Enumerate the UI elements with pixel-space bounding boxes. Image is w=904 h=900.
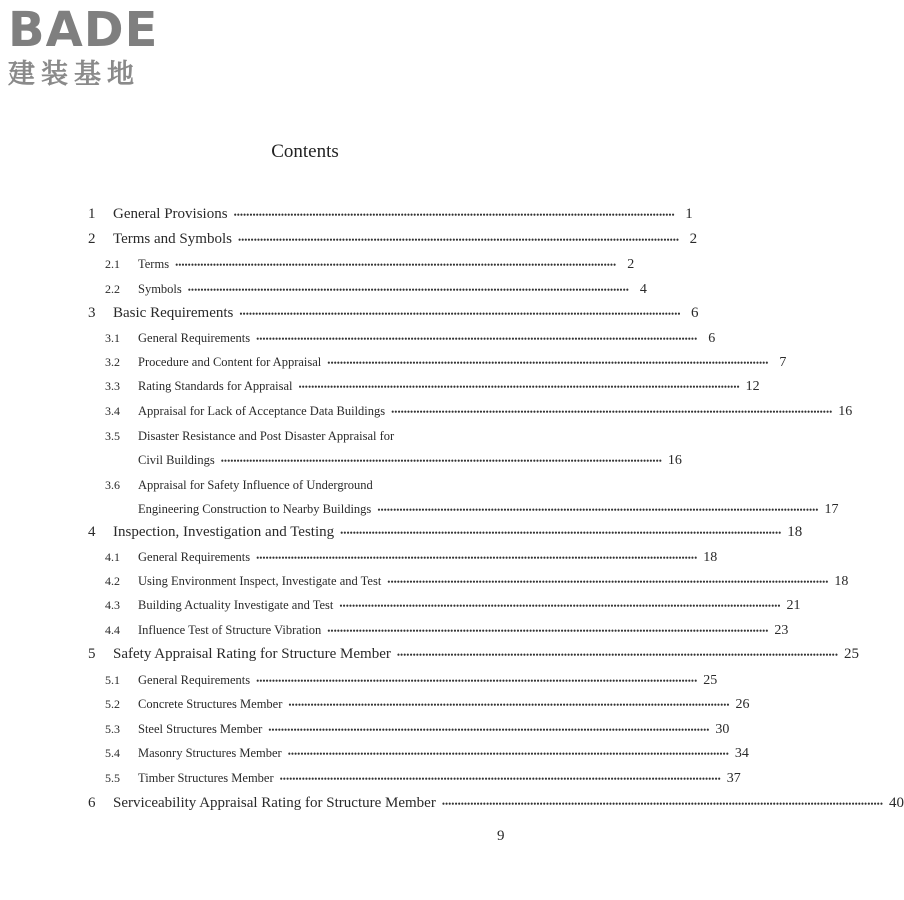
toc-page: 26 bbox=[735, 697, 750, 712]
toc-number: 3.2 bbox=[105, 355, 120, 369]
leader-dots: •••••••••••••••••••••••••••••••••••••••••••••••••••••••••••••••••••••••••••••••••••••••••••••••••••••••••••••••••••••••••••••••••••••••••••• bbox=[288, 700, 730, 710]
toc-title: Appraisal for Lack of Acceptance Data Buildings bbox=[138, 404, 386, 418]
leader-dots: •••••••••••••••••••••••••••••••••••••••••••••••••••••••••••••••••••••••••••••••••••••••••••••••••••••••••••••••••••••••••••••••••••••••••••• bbox=[327, 358, 769, 368]
toc-number: 2.1 bbox=[105, 257, 120, 271]
toc-number: 3.1 bbox=[105, 331, 120, 345]
leader-dots: •••••••••••••••••••••••••••••••••••••••••••••••••••••••••••••••••••••••••••••••••••••••••••••••••••••••••••••••••••••••••••••••••••••••••••• bbox=[377, 505, 819, 515]
page-number: 9 bbox=[497, 828, 505, 844]
toc-number: 4.4 bbox=[105, 623, 120, 637]
toc-title: Procedure and Content for Appraisal bbox=[138, 355, 322, 369]
toc-number: 5.4 bbox=[105, 746, 120, 760]
toc-title: Safety Appraisal Rating for Structure Member bbox=[113, 646, 391, 662]
toc-section-4-1[interactable] bbox=[88, 550, 718, 566]
toc-page: 34 bbox=[734, 746, 749, 761]
leader-dots: •••••••••••••••••••••••••••••••••••••••••••••••••••••••••••••••••••••••••••••••••••••••••••••••••••••••••••••••••••••••••••••••••••••••••••• bbox=[256, 553, 698, 563]
toc-title: Inspection, Investigation and Testing bbox=[113, 524, 335, 540]
toc-page: 2 bbox=[689, 231, 698, 247]
toc-section-3-6-cont[interactable] bbox=[88, 502, 839, 518]
toc-title: General Requirements bbox=[138, 673, 251, 687]
toc-number: 6 bbox=[88, 795, 96, 811]
toc-page: 6 bbox=[708, 331, 716, 346]
toc-number: 5.3 bbox=[105, 722, 120, 736]
toc-number: 3.6 bbox=[105, 478, 120, 492]
toc-section-3-1[interactable] bbox=[88, 331, 716, 347]
leader-dots: •••••••••••••••••••••••••••••••••••••••••••••••••••••••••••••••••••••••••••••••••••••••••••••••••••••••••••••••••••••••••••••••••••••••••••• bbox=[237, 234, 680, 245]
toc-section-5-2[interactable] bbox=[88, 697, 750, 713]
toc-section-3-3[interactable] bbox=[88, 379, 760, 395]
toc-page: 4 bbox=[639, 282, 647, 297]
toc-number: 5.5 bbox=[105, 771, 120, 785]
toc-number: 3.3 bbox=[105, 379, 120, 393]
logo-subtitle: 建装基地 bbox=[8, 59, 140, 90]
logo-word: BADE bbox=[8, 2, 159, 58]
toc-title: Basic Requirements bbox=[113, 305, 234, 321]
toc-page: 25 bbox=[703, 673, 718, 688]
toc-chapter-5[interactable] bbox=[88, 646, 859, 663]
toc-title: Engineering Construction to Nearby Buildings bbox=[138, 502, 372, 516]
leader-dots: •••••••••••••••••••••••••••••••••••••••••••••••••••••••••••••••••••••••••••••••••••••••••••••••••••••••••••••••••••••••••••••••••••••••••••• bbox=[220, 456, 662, 466]
toc-section-2-1[interactable] bbox=[88, 257, 635, 273]
toc-title: Serviceability Appraisal Rating for Structure Member bbox=[113, 795, 436, 811]
toc-page: 6 bbox=[691, 305, 699, 321]
toc-number: 5.2 bbox=[105, 697, 120, 711]
toc-page: 18 bbox=[703, 550, 718, 565]
toc-title: Influence Test of Structure Vibration bbox=[138, 623, 322, 637]
toc-title: Steel Structures Member bbox=[138, 722, 263, 736]
toc-page: 23 bbox=[774, 623, 789, 638]
toc-number: 4.1 bbox=[105, 550, 120, 564]
toc-number: 4.2 bbox=[105, 574, 120, 588]
toc-page: 12 bbox=[745, 379, 760, 394]
toc-title: General Provisions bbox=[113, 206, 228, 222]
toc-title: Timber Structures Member bbox=[138, 771, 274, 785]
toc-number: 3.4 bbox=[105, 404, 120, 418]
toc-page: 17 bbox=[824, 502, 839, 517]
toc-section-4-4[interactable] bbox=[88, 623, 789, 639]
leader-dots: •••••••••••••••••••••••••••••••••••••••••••••••••••••••••••••••••••••••••••••••••••••••••••••••••••••••••••••••••••••••••••••••••••••••••••• bbox=[387, 577, 829, 587]
toc-section-3-5-cont[interactable] bbox=[88, 453, 682, 469]
leader-dots: •••••••••••••••••••••••••••••••••••••••••••••••••••••••••••••••••••••••••••••••••••••••••••••••••••••••••••••••••••••••••••••••••••••••••••• bbox=[175, 260, 617, 270]
toc-section-2-2[interactable] bbox=[88, 282, 647, 298]
toc-number: 4.3 bbox=[105, 598, 120, 612]
leader-dots: •••••••••••••••••••••••••••••••••••••••••••••••••••••••••••••••••••••••••••••••••••••••••••••••••••••••••••••••••••••••••••••••••••••••••••• bbox=[391, 407, 833, 417]
leader-dots: •••••••••••••••••••••••••••••••••••••••••••••••••••••••••••••••••••••••••••••••••••••••••••••••••••••••••••••••••••••••••••••••••••••••••••• bbox=[256, 676, 698, 686]
toc-number: 2.2 bbox=[105, 282, 120, 296]
toc-chapter-2[interactable] bbox=[88, 231, 698, 248]
toc-page: 16 bbox=[667, 453, 682, 468]
toc-page: 18 bbox=[834, 574, 849, 589]
toc-title: Terms and Symbols bbox=[113, 231, 232, 247]
toc-title: Symbols bbox=[138, 282, 182, 296]
toc-number: 5 bbox=[88, 646, 96, 662]
toc-number: 1 bbox=[88, 206, 96, 222]
leader-dots: •••••••••••••••••••••••••••••••••••••••••••••••••••••••••••••••••••••••••••••••••••••••••••••••••••••••••••••••••••••••••••••••••••••••••••• bbox=[340, 527, 782, 538]
leader-dots: •••••••••••••••••••••••••••••••••••••••••••••••••••••••••••••••••••••••••••••••••••••••••••••••••••••••••••••••••••••••••••••••••••••••••••• bbox=[441, 798, 883, 809]
toc-page: 21 bbox=[786, 598, 801, 613]
toc-section-4-2[interactable] bbox=[88, 574, 849, 590]
toc-section-3-4[interactable] bbox=[88, 404, 853, 420]
leader-dots: •••••••••••••••••••••••••••••••••••••••••••••••••••••••••••••••••••••••••••••••••••••••••••••••••••••••••••••••••••••••••••••••••••••••••••• bbox=[396, 649, 838, 660]
toc-page: 7 bbox=[779, 355, 787, 370]
toc-number: 2 bbox=[88, 231, 96, 247]
leader-dots: •••••••••••••••••••••••••••••••••••••••••••••••••••••••••••••••••••••••••••••••••••••••••••••••••••••••••••••••••••••••••••••••••••••••••••• bbox=[256, 334, 698, 344]
leader-dots: •••••••••••••••••••••••••••••••••••••••••••••••••••••••••••••••••••••••••••••••••••••••••••••••••••••••••••••••••••••••••••••••••••••••••••• bbox=[298, 382, 740, 392]
toc-page: 40 bbox=[888, 795, 904, 811]
toc-title: Using Environment Inspect, Investigate and Test bbox=[138, 574, 382, 588]
toc-chapter-6[interactable] bbox=[88, 795, 904, 812]
toc-page: 1 bbox=[685, 206, 693, 222]
toc-title: Masonry Structures Member bbox=[138, 746, 282, 760]
toc-section-3-6[interactable] bbox=[88, 478, 522, 493]
toc-title: Disaster Resistance and Post Disaster Appraisal for bbox=[138, 429, 395, 443]
leader-dots: •••••••••••••••••••••••••••••••••••••••••••••••••••••••••••••••••••••••••••••••••••••••••••••••••••••••••••••••••••••••••••••••••••••••••••• bbox=[187, 285, 629, 295]
toc-title: General Requirements bbox=[138, 331, 251, 345]
toc-title: Appraisal for Safety Influence of Underground bbox=[138, 478, 373, 492]
toc-title: Civil Buildings bbox=[138, 453, 215, 467]
toc-title: Building Actuality Investigate and Test bbox=[138, 598, 334, 612]
toc-section-3-5[interactable] bbox=[88, 429, 522, 444]
leader-dots: •••••••••••••••••••••••••••••••••••••••••••••••••••••••••••••••••••••••••••••••••••••••••••••••••••••••••••••••••••••••••••••••••••••••••••• bbox=[279, 774, 721, 784]
toc-title: Rating Standards for Appraisal bbox=[138, 379, 293, 393]
toc-title: General Requirements bbox=[138, 550, 251, 564]
toc-section-4-3[interactable] bbox=[88, 598, 801, 614]
toc-chapter-4[interactable] bbox=[88, 524, 803, 541]
toc-section-5-3[interactable] bbox=[88, 722, 730, 738]
toc-page: 30 bbox=[715, 722, 730, 737]
toc-page: 2 bbox=[627, 257, 635, 272]
toc-page: 18 bbox=[787, 524, 803, 540]
leader-dots: •••••••••••••••••••••••••••••••••••••••••••••••••••••••••••••••••••••••••••••••••••••••••••••••••••••••••••••••••••••••••••••••••••••••••••• bbox=[268, 725, 710, 735]
toc-title: Terms bbox=[138, 257, 170, 271]
leader-dots: •••••••••••••••••••••••••••••••••••••••••••••••••••••••••••••••••••••••••••••••••••••••••••••••••••••••••••••••••••••••••••••••••••••••••••• bbox=[327, 626, 769, 636]
toc-section-3-2[interactable] bbox=[88, 355, 787, 371]
toc-section-5-1[interactable] bbox=[88, 673, 718, 689]
toc-title: Concrete Structures Member bbox=[138, 697, 283, 711]
leader-dots: •••••••••••••••••••••••••••••••••••••••••••••••••••••••••••••••••••••••••••••••••••••••••••••••••••••••••••••••••••••••••••••••••••••••••••• bbox=[339, 601, 781, 611]
leader-dots: •••••••••••••••••••••••••••••••••••••••••••••••••••••••••••••••••••••••••••••••••••••••••••••••••••••••••••••••••••••••••••••••••••••••••••• bbox=[233, 209, 675, 220]
toc-page: 25 bbox=[843, 646, 859, 662]
page-title: Contents bbox=[271, 141, 339, 162]
toc-section-5-4[interactable] bbox=[88, 746, 749, 762]
toc-number: 3.5 bbox=[105, 429, 120, 443]
toc-number: 4 bbox=[88, 524, 96, 540]
toc-number: 5.1 bbox=[105, 673, 120, 687]
toc-number: 3 bbox=[88, 305, 96, 321]
toc-chapter-1[interactable] bbox=[88, 206, 693, 223]
toc-page: 16 bbox=[838, 404, 853, 419]
leader-dots: •••••••••••••••••••••••••••••••••••••••••••••••••••••••••••••••••••••••••••••••••••••••••••••••••••••••••••••••••••••••••••••••••••••••••••• bbox=[287, 749, 729, 759]
leader-dots: •••••••••••••••••••••••••••••••••••••••••••••••••••••••••••••••••••••••••••••••••••••••••••••••••••••••••••••••••••••••••••••••••••••••••••• bbox=[239, 308, 681, 319]
toc-page: 37 bbox=[726, 771, 741, 786]
toc-section-5-5[interactable] bbox=[88, 771, 741, 787]
toc-chapter-3[interactable] bbox=[88, 305, 699, 322]
